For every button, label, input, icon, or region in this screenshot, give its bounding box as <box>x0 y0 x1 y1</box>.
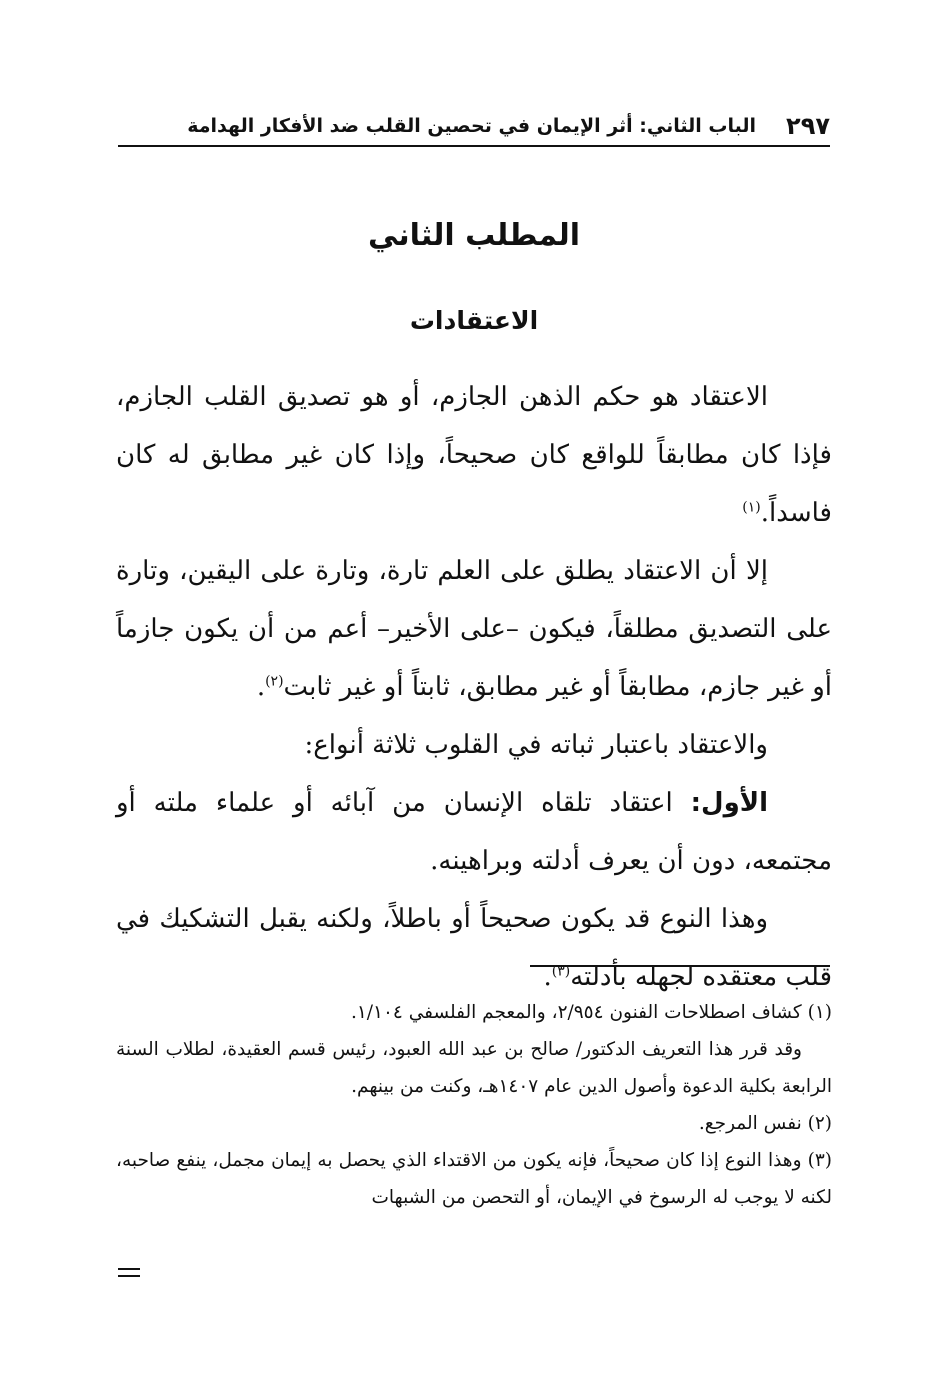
paragraph-definition <box>116 368 832 542</box>
section-subheading: الاعتقادات <box>409 306 539 335</box>
footnotes <box>116 994 832 1216</box>
paragraph-first-type-note <box>116 890 832 1006</box>
paragraph-text: والاعتقاد باعتبار ثباته في القلوب ثلاثة أنواع: <box>304 730 768 760</box>
paragraph-text: الاعتقاد هو حكم الذهن الجازم، أو هو تصديق القلب الجازم، فإذا كان مطابقاً للواقع كان صحيحاً، وإذا كان غير مطابق له كان فاسداً. <box>116 382 832 528</box>
paragraph-text: اعتقاد تلقاه الإنسان من آبائه أو علماء ملته أو مجتمعه، دون أن يعرف أدلته وبراهينه. <box>116 788 832 876</box>
footnote-1-continuation: وقد قرر هذا التعريف الدكتور/ صالح بن عبد الله العبود، رئيس قسم العقيدة، لطلاب السنة الرابعة بكلية الدعوة وأصول الدين عام ١٤٠٧هـ، وكنت من بينهم. <box>116 1039 832 1097</box>
continuation-mark <box>118 1268 140 1280</box>
footnote-ref-2[interactable]: (٢) <box>265 673 284 690</box>
footnote-ref-3[interactable]: (٣) <box>551 963 571 980</box>
header-rule <box>118 145 830 147</box>
footnote-1: (١) كشاف اصطلاحات الفنون ٢/٩٥٤، والمعجم الفلسفي ١/١٠٤. <box>350 1002 832 1023</box>
paragraph-text: وهذا النوع قد يكون صحيحاً أو باطلاً، ولكنه يقبل التشكيك في قلب معتقده لجهله بأدلته <box>116 904 832 992</box>
footnote-ref-1[interactable]: (١) <box>742 499 761 516</box>
paragraph-end: . <box>256 672 266 702</box>
chapter-title: الباب الثاني: أثر الإيمان في تحصين القلب ضد الأفكار الهدامة <box>187 115 757 137</box>
paragraph-first-type <box>116 774 832 890</box>
footnote-3: (٣) وهذا النوع إذا كان صحيحاً، فإنه يكون من الاقتداء الذي يحصل به إيمان مجمل، ينفع صاحبه، لكنه لا يوجب له الرسوخ في الإيمان، أو التحصن من الشبهات <box>116 1150 832 1208</box>
paragraph-types-intro <box>116 716 832 774</box>
footnote-2: (٢) نفس المرجع. <box>698 1113 832 1134</box>
page-number: ٢٩٧ <box>786 112 830 140</box>
first-type-label: الأول: <box>690 788 768 818</box>
body-text <box>116 368 832 1006</box>
paragraph-usage <box>116 542 832 716</box>
paragraph-end: . <box>543 962 552 992</box>
footnote-separator <box>530 965 830 967</box>
section-heading: المطلب الثاني <box>367 218 580 253</box>
paragraph-text: إلا أن الاعتقاد يطلق على العلم تارة، وتارة على اليقين، وتارة على التصديق مطلقاً، فيكون –على الأخير– أعم من أن يكون جازماً أو غير جازم، مطابقاً أو غير مطابق، ثابتاً أو غير ثابت <box>116 556 832 702</box>
running-header <box>118 108 830 144</box>
